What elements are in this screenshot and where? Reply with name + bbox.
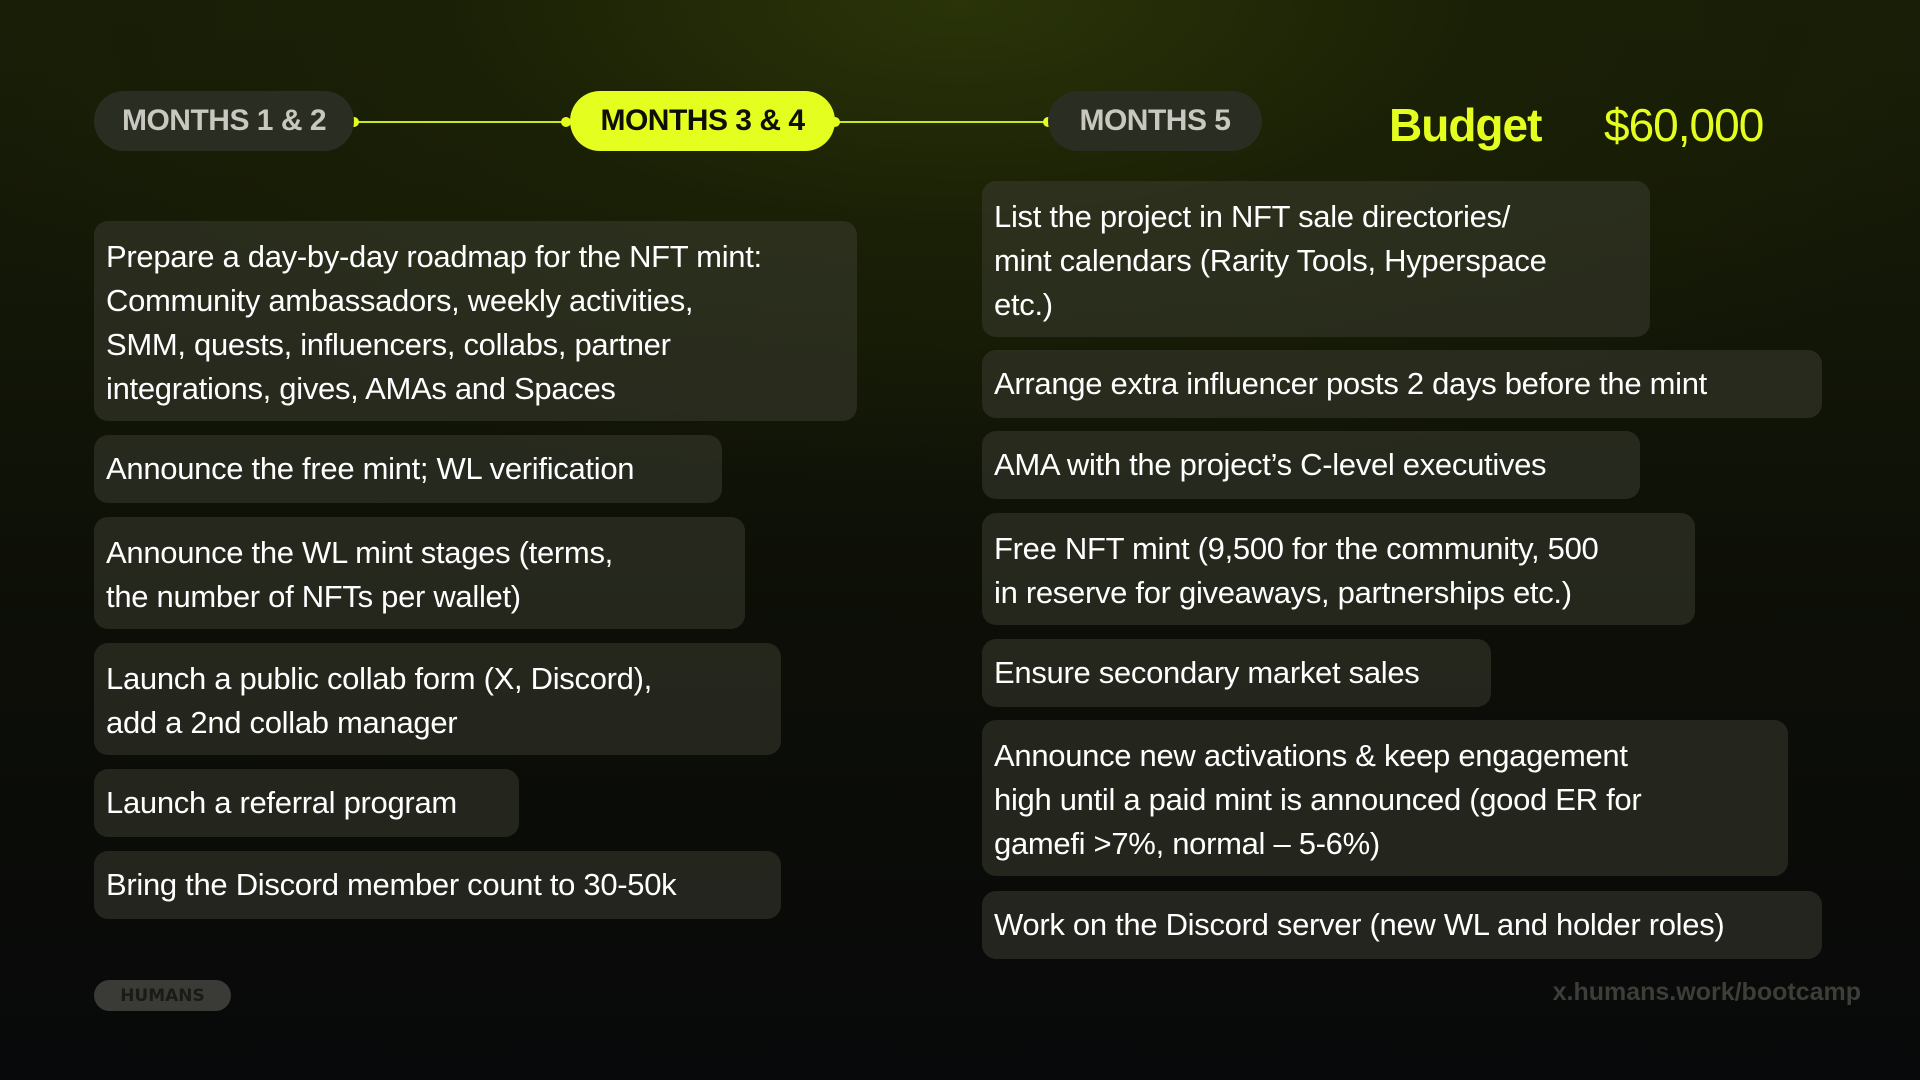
task-line: Bring the Discord member count to 30-50k — [106, 867, 677, 902]
timeline-connector-1 — [354, 121, 568, 123]
task-card — [982, 891, 1822, 959]
task-line: Announce new activations & keep engagement — [994, 738, 1628, 773]
task-line: Launch a public collab form (X, Discord), — [106, 661, 652, 696]
budget-value: $60,000 — [1604, 99, 1764, 151]
timeline-connector-2 — [834, 121, 1048, 123]
task-line: Work on the Discord server (new WL and holder roles) — [994, 907, 1725, 942]
stage-months-1-2[interactable]: MONTHS 1 & 2 — [94, 91, 354, 151]
task-line: add a 2nd collab manager — [106, 705, 458, 740]
task-card — [94, 435, 722, 503]
task-card — [982, 639, 1491, 707]
task-line: Free NFT mint (9,500 for the community, 500 — [994, 531, 1599, 566]
task-line: Announce the free mint; WL verification — [106, 451, 635, 486]
task-card — [94, 221, 857, 421]
task-line: AMA with the project’s C-level executives — [994, 447, 1547, 482]
task-line: Prepare a day-by-day roadmap for the NFT mint: — [106, 239, 762, 274]
task-card — [94, 517, 745, 629]
task-line: in reserve for giveaways, partnerships etc.) — [994, 575, 1572, 610]
task-line: Announce the WL mint stages (terms, — [106, 535, 613, 570]
task-card — [982, 350, 1822, 418]
task-line: mint calendars (Rarity Tools, Hyperspace — [994, 243, 1547, 278]
task-line: Launch a referral program — [106, 785, 457, 820]
task-card — [982, 720, 1788, 876]
task-line: integrations, gives, AMAs and Spaces — [106, 371, 616, 406]
task-card — [94, 851, 781, 919]
task-card — [94, 643, 781, 755]
budget-label: Budget — [1389, 99, 1542, 151]
task-line: high until a paid mint is announced (good ER for — [994, 782, 1642, 817]
timeline — [0, 0, 1920, 180]
task-line: etc.) — [994, 287, 1053, 322]
task-line: Arrange extra influencer posts 2 days before the mint — [994, 366, 1707, 401]
humans-logo: HUMANS — [94, 980, 231, 1011]
stage-months-5[interactable]: MONTHS 5 — [1048, 91, 1262, 151]
footer-url[interactable]: x.humans.work/bootcamp — [1552, 978, 1861, 1006]
task-card — [982, 431, 1640, 499]
task-card — [982, 513, 1695, 625]
task-line: Ensure secondary market sales — [994, 655, 1420, 690]
task-line: SMM, quests, influencers, collabs, partner — [106, 327, 671, 362]
task-card — [94, 769, 519, 837]
stage-months-3-4[interactable]: MONTHS 3 & 4 — [570, 91, 835, 151]
task-line: Community ambassadors, weekly activities, — [106, 283, 694, 318]
task-line: List the project in NFT sale directories/ — [994, 199, 1511, 234]
task-line: gamefi >7%, normal – 5-6%) — [994, 826, 1380, 861]
task-card — [982, 181, 1650, 337]
task-line: the number of NFTs per wallet) — [106, 579, 521, 614]
